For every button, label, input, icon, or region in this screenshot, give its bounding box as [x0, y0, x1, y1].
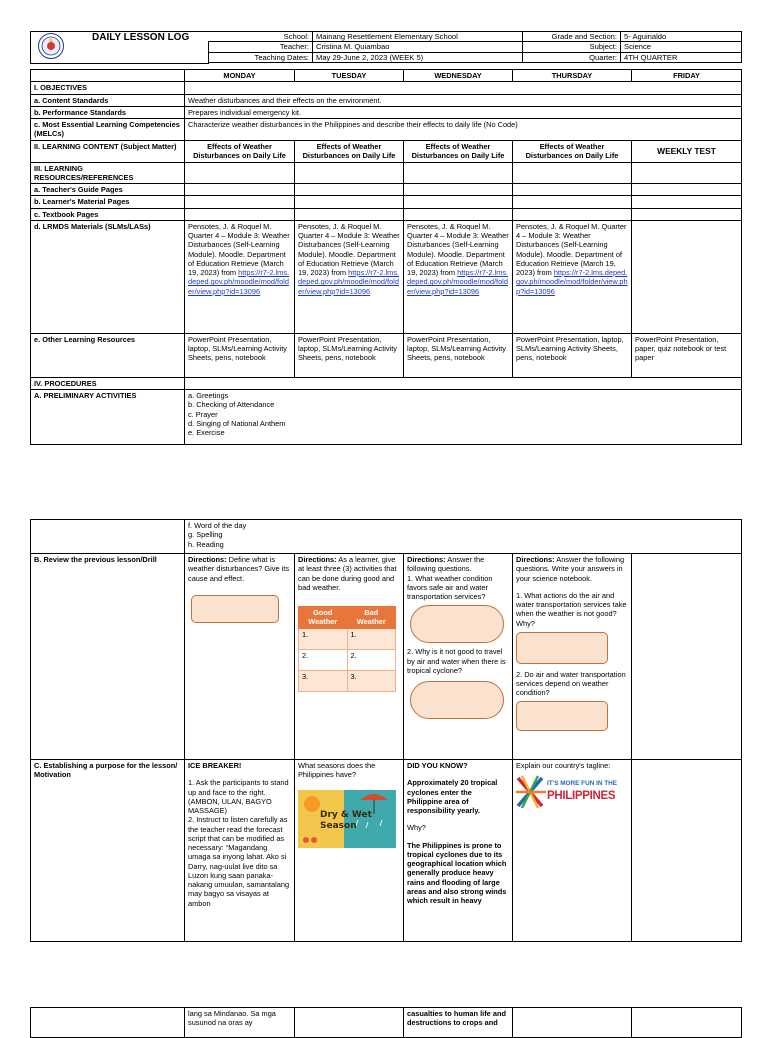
school-label: School:	[209, 32, 313, 42]
lrmds-link-wed[interactable]: https://r7-2.lms.deped.gov.ph/moodle/mod/folder/view.php?id=13096	[407, 268, 509, 296]
table-cell[interactable]: 1.	[347, 628, 396, 649]
directions-label: Directions:	[407, 555, 446, 564]
subject-value: Science	[621, 42, 742, 52]
cloud-answer-box[interactable]	[410, 605, 504, 643]
review-mon	[185, 554, 295, 760]
learning-content-label: II. LEARNING CONTENT (Subject Matter)	[31, 140, 185, 162]
header-table	[208, 31, 742, 63]
quarter-label: Quarter:	[523, 52, 621, 62]
review-tue-text: As a learner, give at least three (3) activities that can be done during good and bad weather.	[298, 555, 397, 592]
performance-standards: Prepares individual emergency kit.	[185, 106, 742, 118]
answer-box[interactable]	[516, 632, 608, 664]
preliminary-list	[185, 390, 742, 445]
subject-matter-wed: Effects of Weather Disturbances on Daily Life	[404, 140, 513, 162]
list-item: f. Word of the day	[188, 521, 247, 530]
teacher-value: Cristina M. Quiambao	[313, 42, 523, 52]
page-title: DAILY LESSON LOG	[92, 32, 190, 43]
quarter-value: 4TH QUARTER	[621, 52, 742, 62]
directions-label: Directions:	[516, 555, 555, 564]
motivation-mon-p2: 2. Instruct to listen carefully as the teacher read the forecast script that can be modified as necessary: “Magandang umaga sa inyong lahat. Ako si Darry, nag-uulat live dito sa Luzon kung saan panaka-nakang umuulan, samantalang may bagyo sa visayas at ambon	[188, 815, 290, 908]
dry-wet-season-image	[298, 790, 396, 848]
list-item: d. Singing of National Anthem	[188, 418, 286, 428]
lrmds-wed: Pensotes, J. & Roquel M. Quarter 4 – Module 3: Weather Disturbances (Self-Learning Module). Moodle. Department of Education Retrieve (March 19, 2023) from https://r7-2.lms.deped.gov.ph/moodle/mod/folder/view.php?id=13096	[404, 220, 513, 333]
motivation-tue	[295, 760, 404, 942]
motivation-mon-p1: 1. Ask the participants to stand up and face to the right. (AMBON, ULAN, BAGYO MASSAGE)	[188, 778, 289, 815]
list-item: b. Checking of Attendance	[188, 400, 275, 410]
lrmds-tue: Pensotes, J. & Roquel M. Quarter 4 – Module 3: Weather Disturbances (Self-Learning Module). Moodle. Department of Education Retrieve (March 19, 2023) from https://r7-2.lms.deped.gov.ph/moodle/mod/folder/view.php?id=13096	[295, 220, 404, 333]
bad-weather-header: Bad Weather	[347, 607, 396, 629]
day-thursday: THURSDAY	[513, 70, 632, 82]
review-wed-text: Answer the following questions.	[407, 555, 485, 574]
lrmds-link-thu[interactable]: https://r7-2.lms.deped.gov.ph/moodle/mod/folder/view.php?id=13096	[516, 268, 628, 296]
table-cell[interactable]: 1.	[299, 628, 348, 649]
review-label: B. Review the previous lesson/Drill	[31, 554, 185, 760]
motivation-tue-question: What seasons does the Philippines have?	[298, 761, 376, 780]
list-item: g. Spelling	[188, 530, 223, 540]
review-wed	[404, 554, 513, 760]
other-resources-tue: PowerPoint Presentation, laptop, SLMs/Learning Activity Sheets, pens, notebook	[295, 333, 404, 377]
weather-activity-table	[298, 606, 396, 692]
review-thu-text: Answer the following questions. Write your answers in your science notebook.	[516, 555, 625, 583]
lrmds-label: d. LRMDS Materials (SLMs/LASs)	[31, 220, 185, 333]
day-tuesday: TUESDAY	[295, 70, 404, 82]
dates-value: May 29-June 2, 2023 (WEEK 5)	[313, 52, 523, 62]
list-item: a. Greetings	[188, 391, 229, 400]
day-monday: MONDAY	[185, 70, 295, 82]
resources-label: III. LEARNING RESOURCES/REFERENCES	[31, 162, 185, 184]
list-item: c. Prayer	[188, 409, 218, 419]
philippines-tagline-logo	[516, 774, 626, 810]
grade-label: Grade and Section:	[523, 32, 621, 42]
motivation-wed-p1: Approximately 20 tropical cyclones enter the Philippine area of responsibility yearly.	[407, 778, 498, 815]
other-resources-wed: PowerPoint Presentation, laptop, SLMs/Learning Activity Sheets, pens, notebook	[404, 333, 513, 377]
other-resources-fri: PowerPoint Presentation, paper, quiz notebook or test paper	[632, 333, 742, 377]
dates-label: Teaching Dates:	[209, 52, 313, 62]
good-weather-header: Good Weather	[299, 607, 348, 629]
table-cell[interactable]: 2.	[299, 649, 348, 670]
logo-tagline-top: IT'S MORE FUN IN THE	[547, 780, 618, 788]
motivation-thu-question: Explain our country's tagline:	[516, 761, 611, 770]
performance-standards-label: b. Performance Standards	[31, 106, 185, 118]
lrmds-mon: Pensotes, J. & Roquel M. Quarter 4 – Module 3: Weather Disturbances (Self-Learning Module). Moodle. Department of Education Retrieve (March 19, 2023) from https://r7-2.lms.deped.gov.ph/moodle/mod/folder/view.php?id=13096	[185, 220, 295, 333]
list-item: h. Reading	[188, 539, 224, 549]
review-thu-q2: 2. Do air and water transportation services depend on weather condition?	[516, 669, 626, 698]
directions-label: Directions:	[298, 555, 337, 564]
subject-label: Subject:	[523, 42, 621, 52]
preliminary-list-cont	[185, 520, 742, 554]
review-tue	[295, 554, 404, 760]
lrmds-link-tue[interactable]: https://r7-2.lms.deped.gov.ph/moodle/mod/folder/view.php?id=13096	[298, 268, 400, 296]
school-value: Mainang Resettlement Elementary School	[313, 32, 523, 42]
did-you-know-title: DID YOU KNOW?	[407, 761, 468, 770]
grade-value: 5- Aguinaldo	[621, 32, 742, 42]
cloud-answer-box[interactable]	[410, 681, 504, 719]
table-cell[interactable]: 3.	[299, 670, 348, 691]
list-item: e. Exercise	[188, 428, 225, 437]
content-standards-label: a. Content Standards	[31, 94, 185, 106]
objectives-label: I. OBJECTIVES	[31, 82, 185, 94]
motivation-thu	[513, 760, 632, 942]
directions-label: Directions:	[188, 555, 227, 564]
review-wed-q1: 1. What weather condition favors safe air and water transportation services?	[407, 573, 493, 601]
procedures-label: IV. PROCEDURES	[31, 377, 185, 389]
content-standards: Weather disturbances and their effects on the environment.	[185, 94, 742, 106]
lrmds-thu: Pensotes, J. & Roquel M. Quarter 4 – Module 3: Weather Disturbances (Self-Learning Module). Moodle. Department of Education Retrieve (March 19, 2023) from https://r7-2.lms.deped.gov.ph/moodle/mod/folder/view.php?id=13096	[513, 220, 632, 333]
header-logo-box	[30, 31, 209, 64]
motivation-label: C. Establishing a purpose for the lesson/ Motivation	[31, 760, 185, 942]
other-resources-thu: PowerPoint Presentation, laptop, SLMs/Learning Activity Sheets, pens, notebook	[513, 333, 632, 377]
page3-wed: casualties to human life and destructions to crops and	[404, 1008, 513, 1038]
review-thu-q1: 1. What actions do the air and water transportation services take when the weather is not good? Why?	[516, 590, 627, 628]
subject-matter-thu: Effects of Weather Disturbances on Daily Life	[513, 140, 632, 162]
learners-material-label: b. Learner's Material Pages	[31, 196, 185, 208]
melc: Characterize weather disturbances in the Philippines and describe their effects to daily life (No Code)	[185, 119, 742, 141]
teacher-label: Teacher:	[209, 42, 313, 52]
answer-box[interactable]	[516, 701, 608, 731]
teachers-guide-label: a. Teacher's Guide Pages	[31, 184, 185, 196]
subject-matter-tue: Effects of Weather Disturbances on Daily Life	[295, 140, 404, 162]
other-resources-label: e. Other Learning Resources	[31, 333, 185, 377]
motivation-mon	[185, 760, 295, 942]
answer-box[interactable]	[191, 595, 279, 623]
season-image-caption: Dry & Wet Season	[320, 809, 372, 831]
lrmds-link-mon[interactable]: https://r7-2.lms.deped.gov.ph/moodle/mod/folder/view.php?id=13096	[188, 268, 290, 296]
preliminary-label: A. PRELIMINARY ACTIVITIES	[31, 390, 185, 445]
motivation-wed-why: Why?	[407, 823, 426, 833]
lesson-table-3	[30, 1007, 742, 1038]
weekly-test: WEEKLY TEST	[632, 140, 742, 162]
textbook-label: c. Textbook Pages	[31, 208, 185, 220]
review-mon-text: Define what is weather disturbances? Give its cause and effect.	[188, 555, 290, 583]
ice-breaker-title: ICE BREAKER!	[188, 761, 242, 770]
motivation-wed-p2: The Philippines is prone to tropical cyclones due to its geographical location which generally produce heavy rains and flooding of large areas and also strong winds which result in heavy	[407, 840, 507, 905]
weave-icon	[516, 774, 546, 810]
day-wednesday: WEDNESDAY	[404, 70, 513, 82]
other-resources-mon: PowerPoint Presentation, laptop, SLMs/Learning Activity Sheets, pens, notebook	[185, 333, 295, 377]
logo-tagline-main: PHILIPPINES	[547, 790, 616, 803]
review-thu	[513, 554, 632, 760]
table-cell[interactable]: 3.	[347, 670, 396, 691]
day-friday: FRIDAY	[632, 70, 742, 82]
subject-matter-mon: Effects of Weather Disturbances on Daily Life	[185, 140, 295, 162]
page3-mon: lang sa Mindanao. Sa mga susunod na oras ay	[185, 1008, 295, 1038]
motivation-wed	[404, 760, 513, 942]
lesson-table-2	[30, 519, 742, 942]
review-wed-q2: 2. Why is it not good to travel by air and water when there is tropical cyclone?	[407, 647, 506, 675]
lesson-table	[30, 69, 742, 445]
melc-label: c. Most Essential Learning Competencies (MELCs)	[31, 119, 185, 141]
table-cell[interactable]: 2.	[347, 649, 396, 670]
